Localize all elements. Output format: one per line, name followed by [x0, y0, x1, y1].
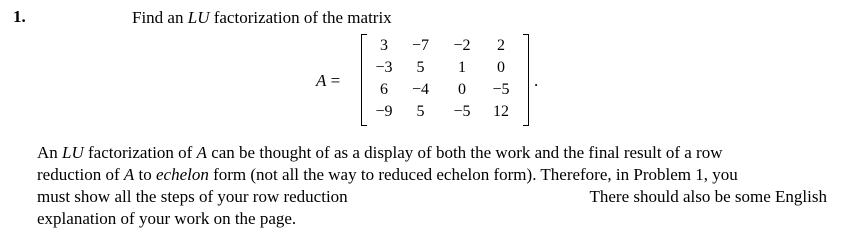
lhs-equals: = [326, 71, 341, 90]
matrix-cell: 0 [497, 59, 505, 76]
l2-echelon: echelon [155, 165, 209, 184]
l2-e: form (not all the way to reduced echelon form). Therefore, in Problem 1, you [208, 165, 738, 184]
matrix [369, 35, 520, 123]
matrix-cell: −4 [411, 81, 430, 98]
l3-a: must show all the steps of your row reduction [37, 187, 348, 206]
problem-number: 1. [13, 7, 26, 26]
l2-c: to [134, 165, 156, 184]
matrix-cell: 6 [380, 81, 388, 98]
matrix-cell: −7 [411, 37, 430, 54]
equation-lhs [316, 71, 340, 91]
explanation-line-2 [37, 164, 827, 186]
matrix-row [369, 57, 520, 79]
matrix-cell: −2 [453, 37, 471, 54]
matrix-cell: 12 [493, 103, 509, 120]
l1-lu: LU [62, 143, 84, 162]
matrix-row [369, 101, 520, 123]
l1-c: factorization of [83, 143, 197, 162]
matrix-cell: 5 [416, 103, 425, 120]
right-bracket [523, 34, 529, 126]
l2-a-var: A [123, 165, 135, 184]
matrix-cell: 2 [497, 37, 505, 54]
left-bracket [361, 34, 367, 126]
explanation-line-3 [37, 186, 827, 208]
matrix-cell: −5 [453, 103, 471, 120]
matrix-cell: 0 [458, 81, 466, 98]
explanation-line-4: explanation of your work on the page. [37, 209, 297, 228]
l1-a-var: A [196, 143, 207, 162]
equation-terminator: . [534, 71, 539, 90]
matrix-cell: 1 [458, 59, 466, 76]
matrix-row [369, 79, 520, 101]
matrix-cell: −5 [492, 81, 510, 98]
title-suffix: factorization of the matrix [209, 8, 392, 27]
l2-a: reduction of [37, 165, 124, 184]
explanation-paragraph [37, 142, 827, 230]
explanation-line-1 [37, 142, 827, 164]
l1-text [37, 142, 723, 164]
l3-b: There should also be some English [589, 187, 827, 206]
matrix-row [369, 35, 520, 57]
matrix-equation [316, 34, 576, 126]
lhs-variable: A [316, 71, 327, 90]
title-lu: LU [187, 8, 210, 27]
problem-title [132, 8, 392, 28]
l1-e: can be thought of as a display of both the work and the final result of a row [206, 143, 723, 162]
title-prefix: Find an [132, 8, 188, 27]
matrix-cell: −3 [375, 59, 393, 76]
matrix-cell: −9 [375, 103, 393, 120]
matrix-cell: 3 [380, 37, 388, 54]
l1-a: An [37, 143, 63, 162]
matrix-cell: 5 [416, 59, 425, 76]
